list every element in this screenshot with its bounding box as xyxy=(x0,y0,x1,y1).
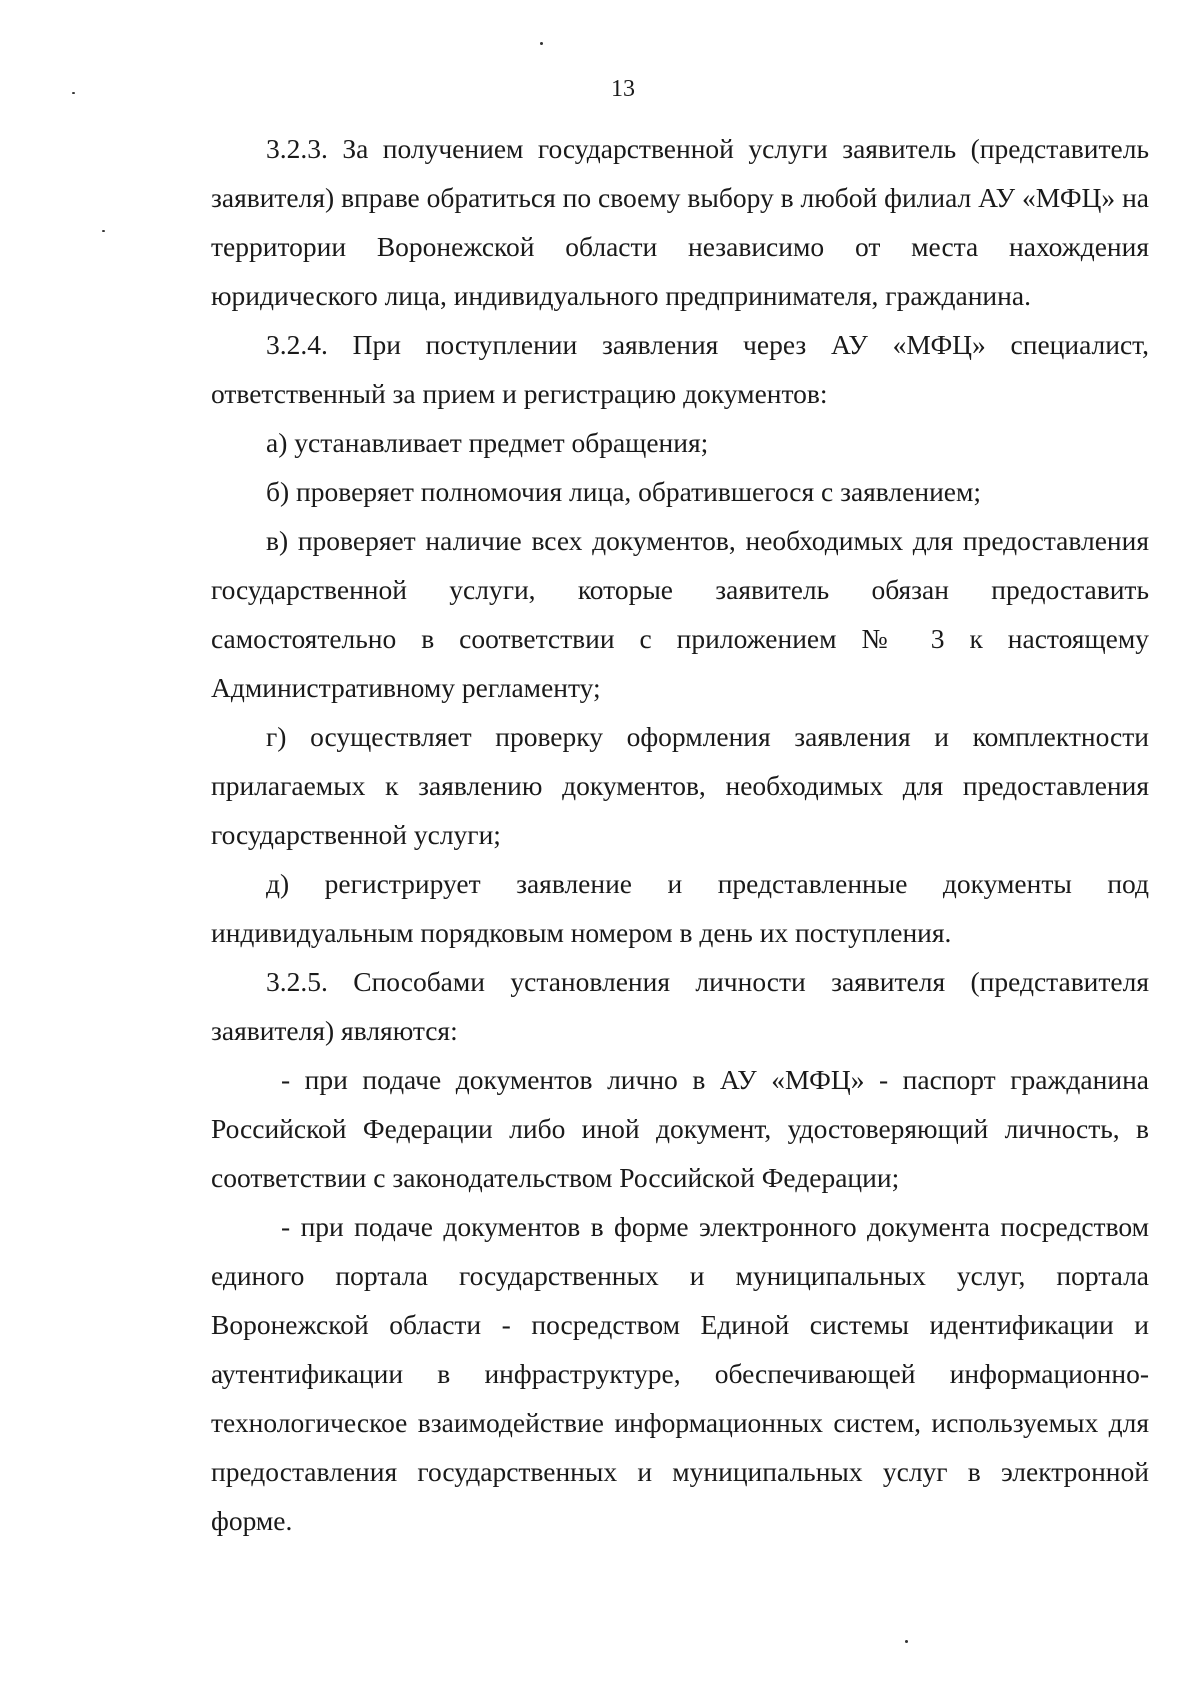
list-item-d: д) регистрирует заявление и представленные документы под индивидуальным порядковым номером в день их поступления. xyxy=(211,868,1149,948)
dash-item-in-person: - при подаче документов лично в АУ «МФЦ» - паспорт гражданина Российской Федерации либо иной документ, удостоверяющий личность, в соответствии с законодательством Российской Федерации; xyxy=(211,1064,1149,1193)
scan-speck xyxy=(905,1640,908,1643)
list-item-v: в) проверяет наличие всех документов, необходимых для предоставления государственной услуги, которые заявитель обязан предоставить самостоятельно в соответствии с приложением № 3 к настоящему Административному регламенту; xyxy=(211,525,1149,703)
paragraph-3-2-3: 3.2.3. За получением государственной услуги заявитель (представитель заявителя) вправе обратиться по своему выбору в любой филиал АУ «МФЦ» на территории Воронежской области независимо от места нахождения юридического лица, индивидуального предпринимателя, гражданина. xyxy=(211,133,1149,311)
document-body xyxy=(211,124,1149,1545)
list-item-a: а) устанавливает предмет обращения; xyxy=(266,427,709,458)
list-item-g: г) осуществляет проверку оформления заявления и комплектности прилагаемых к заявлению документов, необходимых для предоставления государственной услуги; xyxy=(211,721,1149,850)
paragraph-3-2-5: 3.2.5. Способами установления личности заявителя (представителя заявителя) являются: xyxy=(211,966,1149,1046)
list-item-b: б) проверяет полномочия лица, обратившегося с заявлением; xyxy=(266,476,982,507)
page-number: 13 xyxy=(611,76,635,102)
scan-speck xyxy=(540,42,543,45)
dash-item-electronic: - при подаче документов в форме электронного документа посредством единого портала государственных и муниципальных услуг, портала Воронежской области - посредством Единой системы идентификации и аутентификации в инфраструктуре, обеспечивающей информационно-технологическое взаимодействие информационных систем, используемых для предоставления государственных и муниципальных услуг в электронной форме. xyxy=(211,1211,1149,1536)
scan-speck xyxy=(102,230,105,232)
paragraph-3-2-4: 3.2.4. При поступлении заявления через АУ «МФЦ» специалист, ответственный за прием и регистрацию документов: xyxy=(211,329,1149,409)
